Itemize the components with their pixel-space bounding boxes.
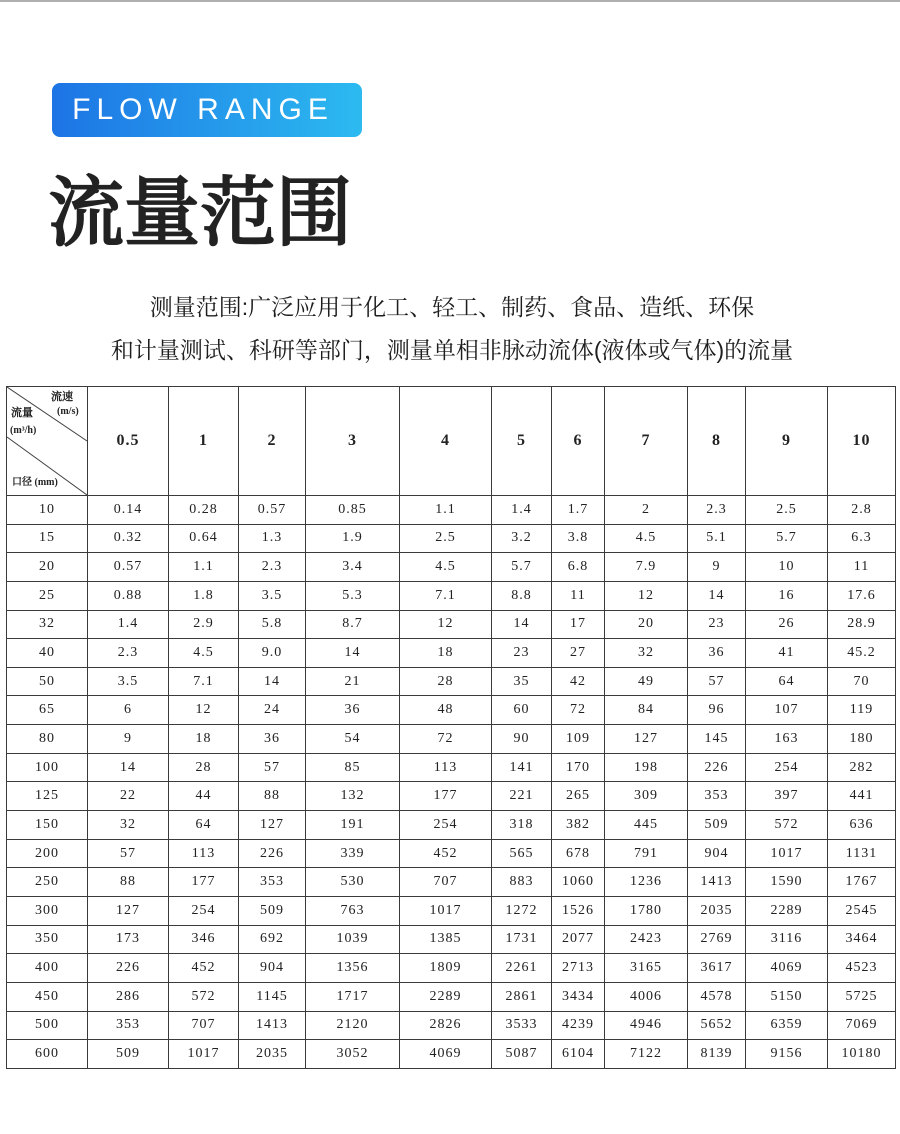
flow-cell: 113 [169, 839, 239, 868]
flow-cell: 2 [605, 496, 688, 525]
flow-cell: 6 [88, 696, 169, 725]
description-line-1: 测量范围:广泛应用于化工、轻工、制药、食品、造纸、环保 [149, 294, 755, 320]
diameter-cell: 100 [7, 753, 88, 782]
table-row [7, 896, 896, 925]
flow-cell: 28.9 [828, 610, 896, 639]
flow-cell: 57 [239, 753, 306, 782]
flow-cell: 11 [552, 581, 605, 610]
flow-cell: 7.1 [400, 581, 492, 610]
description-line-2: 和计量测试、科研等部门，测量单相非脉动流体(液体或气体)的流量 [110, 337, 794, 363]
flow-cell: 127 [605, 725, 688, 754]
table-row [7, 496, 896, 525]
velocity-header-cell: 3 [306, 387, 400, 496]
flow-cell: 64 [746, 667, 828, 696]
flow-cell: 1236 [605, 868, 688, 897]
flow-cell: 119 [828, 696, 896, 725]
diameter-cell: 15 [7, 524, 88, 553]
flow-cell: 5.1 [688, 524, 746, 553]
flow-cell: 4239 [552, 1011, 605, 1040]
flow-cell: 45.2 [828, 639, 896, 668]
flow-cell: 1145 [239, 982, 306, 1011]
flow-cell: 509 [688, 811, 746, 840]
table-row [7, 725, 896, 754]
flow-cell: 2261 [492, 954, 552, 983]
flow-cell: 1017 [169, 1040, 239, 1069]
flow-cell: 127 [239, 811, 306, 840]
flow-cell: 707 [169, 1011, 239, 1040]
flow-cell: 904 [688, 839, 746, 868]
diameter-cell: 10 [7, 496, 88, 525]
table-body [7, 496, 896, 1069]
flow-cell: 72 [552, 696, 605, 725]
flow-cell: 5652 [688, 1011, 746, 1040]
diameter-cell: 32 [7, 610, 88, 639]
flow-cell: 397 [746, 782, 828, 811]
flow-cell: 163 [746, 725, 828, 754]
diameter-cell: 20 [7, 553, 88, 582]
diameter-cell: 150 [7, 811, 88, 840]
flow-cell: 3533 [492, 1011, 552, 1040]
flow-cell: 173 [88, 925, 169, 954]
flow-cell: 1039 [306, 925, 400, 954]
flow-cell: 883 [492, 868, 552, 897]
flow-cell: 2.3 [88, 639, 169, 668]
flow-cell: 441 [828, 782, 896, 811]
flow-cell: 64 [169, 811, 239, 840]
flow-cell: 88 [239, 782, 306, 811]
flow-cell: 2861 [492, 982, 552, 1011]
table-row [7, 839, 896, 868]
flow-cell: 221 [492, 782, 552, 811]
flow-cell: 14 [688, 581, 746, 610]
flow-cell: 339 [306, 839, 400, 868]
flow-cell: 791 [605, 839, 688, 868]
flow-cell: 1.7 [552, 496, 605, 525]
flow-cell: 7.9 [605, 553, 688, 582]
flow-cell: 36 [306, 696, 400, 725]
flow-cell: 509 [88, 1040, 169, 1069]
flow-cell: 445 [605, 811, 688, 840]
flow-cell: 2120 [306, 1011, 400, 1040]
table-row [7, 868, 896, 897]
flow-cell: 127 [88, 896, 169, 925]
flow-cell: 2.5 [400, 524, 492, 553]
flow-cell: 4.5 [169, 639, 239, 668]
diameter-cell: 65 [7, 696, 88, 725]
flow-cell: 572 [169, 982, 239, 1011]
table-row [7, 1040, 896, 1069]
flow-axis-label: 流量 [11, 407, 33, 419]
flow-cell: 17.6 [828, 581, 896, 610]
flow-cell: 0.28 [169, 496, 239, 525]
flow-cell: 2545 [828, 896, 896, 925]
flow-cell: 1.9 [306, 524, 400, 553]
flow-cell: 22 [88, 782, 169, 811]
flow-cell: 3.4 [306, 553, 400, 582]
flow-cell: 42 [552, 667, 605, 696]
flow-cell: 23 [688, 610, 746, 639]
flow-cell: 41 [746, 639, 828, 668]
flow-cell: 346 [169, 925, 239, 954]
flow-cell: 90 [492, 725, 552, 754]
flow-cell: 4578 [688, 982, 746, 1011]
flow-cell: 4006 [605, 982, 688, 1011]
flow-cell: 48 [400, 696, 492, 725]
flow-cell: 36 [688, 639, 746, 668]
flow-cell: 36 [239, 725, 306, 754]
flow-cell: 1526 [552, 896, 605, 925]
flow-cell: 113 [400, 753, 492, 782]
flow-cell: 1731 [492, 925, 552, 954]
flow-cell: 6359 [746, 1011, 828, 1040]
page-title: 流量范围 [48, 171, 352, 256]
table-row [7, 811, 896, 840]
flow-cell: 2035 [239, 1040, 306, 1069]
table-row [7, 954, 896, 983]
flow-cell: 318 [492, 811, 552, 840]
flow-cell: 1272 [492, 896, 552, 925]
flow-cell: 286 [88, 982, 169, 1011]
flow-cell: 70 [828, 667, 896, 696]
velocity-header-cell: 1 [169, 387, 239, 496]
flow-cell: 2.9 [169, 610, 239, 639]
flow-cell: 27 [552, 639, 605, 668]
flow-cell: 3617 [688, 954, 746, 983]
corner-header [7, 387, 87, 495]
table-row [7, 925, 896, 954]
flow-cell: 5.7 [492, 553, 552, 582]
flow-cell: 763 [306, 896, 400, 925]
flow-cell: 12 [400, 610, 492, 639]
flow-cell: 226 [688, 753, 746, 782]
flow-cell: 60 [492, 696, 552, 725]
velocity-header-cell: 0.5 [88, 387, 169, 496]
flow-cell: 254 [169, 896, 239, 925]
flow-cell: 107 [746, 696, 828, 725]
flow-cell: 3.5 [239, 581, 306, 610]
flow-cell: 4.5 [400, 553, 492, 582]
velocity-header-cell: 5 [492, 387, 552, 496]
flow-cell: 57 [688, 667, 746, 696]
flow-cell: 1413 [688, 868, 746, 897]
flow-cell: 28 [400, 667, 492, 696]
flow-cell: 3.5 [88, 667, 169, 696]
flow-cell: 5150 [746, 982, 828, 1011]
diameter-cell: 25 [7, 581, 88, 610]
flow-cell: 4069 [746, 954, 828, 983]
flow-cell: 170 [552, 753, 605, 782]
flow-cell: 8.7 [306, 610, 400, 639]
flow-cell: 1.1 [169, 553, 239, 582]
velocity-header-cell: 8 [688, 387, 746, 496]
flow-cell: 23 [492, 639, 552, 668]
flow-cell: 0.32 [88, 524, 169, 553]
flow-cell: 5.8 [239, 610, 306, 639]
flow-cell: 282 [828, 753, 896, 782]
table-row [7, 782, 896, 811]
flow-cell: 3052 [306, 1040, 400, 1069]
flow-cell: 4069 [400, 1040, 492, 1069]
flow-cell: 254 [400, 811, 492, 840]
flow-cell: 2289 [746, 896, 828, 925]
flow-cell: 26 [746, 610, 828, 639]
flow-cell: 14 [88, 753, 169, 782]
flow-cell: 1.1 [400, 496, 492, 525]
flow-cell: 9 [688, 553, 746, 582]
flow-cell: 2.5 [746, 496, 828, 525]
velocity-header-cell: 4 [400, 387, 492, 496]
flow-cell: 1131 [828, 839, 896, 868]
flow-cell: 18 [169, 725, 239, 754]
flow-cell: 12 [605, 581, 688, 610]
flow-cell: 6.8 [552, 553, 605, 582]
table-row [7, 524, 896, 553]
flow-cell: 84 [605, 696, 688, 725]
flow-cell: 5725 [828, 982, 896, 1011]
flow-cell: 191 [306, 811, 400, 840]
flow-cell: 2.8 [828, 496, 896, 525]
diameter-cell: 450 [7, 982, 88, 1011]
velocity-header-cell: 2 [239, 387, 306, 496]
flow-cell: 1780 [605, 896, 688, 925]
flow-cell: 0.64 [169, 524, 239, 553]
flow-cell: 109 [552, 725, 605, 754]
flow-cell: 35 [492, 667, 552, 696]
table-row [7, 667, 896, 696]
flow-cell: 17 [552, 610, 605, 639]
flow-cell: 9.0 [239, 639, 306, 668]
flow-cell: 1017 [400, 896, 492, 925]
flow-cell: 692 [239, 925, 306, 954]
velocity-unit-label: (m/s) [57, 406, 79, 417]
flow-cell: 72 [400, 725, 492, 754]
flow-cell: 530 [306, 868, 400, 897]
table-row [7, 1011, 896, 1040]
diameter-cell: 200 [7, 839, 88, 868]
flow-cell: 7122 [605, 1040, 688, 1069]
diameter-cell: 50 [7, 667, 88, 696]
flow-cell: 3.8 [552, 524, 605, 553]
flow-cell: 226 [88, 954, 169, 983]
diameter-axis-label: 口径 (mm) [12, 477, 58, 488]
flow-cell: 226 [239, 839, 306, 868]
flow-cell: 1356 [306, 954, 400, 983]
corner-header-cell [7, 387, 88, 496]
diameter-cell: 350 [7, 925, 88, 954]
flow-cell: 1.4 [88, 610, 169, 639]
flow-cell: 7069 [828, 1011, 896, 1040]
flow-cell: 1413 [239, 1011, 306, 1040]
flow-cell: 353 [688, 782, 746, 811]
flow-cell: 145 [688, 725, 746, 754]
flow-cell: 141 [492, 753, 552, 782]
header-row [7, 387, 896, 496]
flow-cell: 180 [828, 725, 896, 754]
flow-cell: 6104 [552, 1040, 605, 1069]
flow-cell: 5.7 [746, 524, 828, 553]
flow-cell: 1385 [400, 925, 492, 954]
flow-cell: 452 [400, 839, 492, 868]
flow-cell: 8.8 [492, 581, 552, 610]
flow-cell: 1767 [828, 868, 896, 897]
flow-cell: 353 [239, 868, 306, 897]
flow-cell: 265 [552, 782, 605, 811]
flow-cell: 32 [605, 639, 688, 668]
table-row [7, 753, 896, 782]
flow-cell: 28 [169, 753, 239, 782]
flow-cell: 353 [88, 1011, 169, 1040]
table-row [7, 553, 896, 582]
flow-cell: 4.5 [605, 524, 688, 553]
diameter-cell: 250 [7, 868, 88, 897]
top-divider [0, 0, 900, 2]
flow-cell: 678 [552, 839, 605, 868]
flow-cell: 57 [88, 839, 169, 868]
flow-cell: 0.88 [88, 581, 169, 610]
flow-cell: 2289 [400, 982, 492, 1011]
flow-cell: 96 [688, 696, 746, 725]
flow-cell: 3.2 [492, 524, 552, 553]
flow-cell: 0.14 [88, 496, 169, 525]
badge-label: FLOW RANGE [72, 93, 334, 126]
flow-cell: 10180 [828, 1040, 896, 1069]
section-badge [52, 83, 362, 137]
flow-cell: 9 [88, 725, 169, 754]
diameter-cell: 300 [7, 896, 88, 925]
flow-cell: 509 [239, 896, 306, 925]
flow-cell: 1060 [552, 868, 605, 897]
diameter-cell: 500 [7, 1011, 88, 1040]
flow-cell: 16 [746, 581, 828, 610]
flow-cell: 1717 [306, 982, 400, 1011]
flow-cell: 382 [552, 811, 605, 840]
flow-cell: 0.57 [88, 553, 169, 582]
flow-cell: 11 [828, 553, 896, 582]
flow-cell: 8139 [688, 1040, 746, 1069]
table-row [7, 696, 896, 725]
flow-cell: 4523 [828, 954, 896, 983]
flow-cell: 565 [492, 839, 552, 868]
flow-cell: 904 [239, 954, 306, 983]
flow-cell: 636 [828, 811, 896, 840]
flow-cell: 309 [605, 782, 688, 811]
flow-cell: 2.3 [239, 553, 306, 582]
flow-cell: 2077 [552, 925, 605, 954]
flow-cell: 21 [306, 667, 400, 696]
table-row [7, 639, 896, 668]
velocity-header-cell: 10 [828, 387, 896, 496]
flow-cell: 10 [746, 553, 828, 582]
flow-cell: 14 [492, 610, 552, 639]
table-row [7, 581, 896, 610]
flow-cell: 18 [400, 639, 492, 668]
flow-cell: 452 [169, 954, 239, 983]
flow-cell: 14 [239, 667, 306, 696]
flow-cell: 12 [169, 696, 239, 725]
velocity-header-cell: 6 [552, 387, 605, 496]
flow-cell: 2.3 [688, 496, 746, 525]
flow-cell: 24 [239, 696, 306, 725]
flow-cell: 5087 [492, 1040, 552, 1069]
flow-cell: 1.8 [169, 581, 239, 610]
flow-cell: 0.57 [239, 496, 306, 525]
velocity-header-cell: 9 [746, 387, 828, 496]
flow-cell: 44 [169, 782, 239, 811]
flow-cell: 85 [306, 753, 400, 782]
flow-cell: 1.3 [239, 524, 306, 553]
flow-cell: 198 [605, 753, 688, 782]
flow-cell: 54 [306, 725, 400, 754]
velocity-axis-label: 流速 [51, 391, 73, 403]
flow-cell: 3464 [828, 925, 896, 954]
flow-unit-label: (m³/h) [10, 425, 37, 436]
diameter-cell: 40 [7, 639, 88, 668]
flow-cell: 0.85 [306, 496, 400, 525]
flow-cell: 1.4 [492, 496, 552, 525]
flow-cell: 2423 [605, 925, 688, 954]
flow-cell: 3165 [605, 954, 688, 983]
diameter-cell: 80 [7, 725, 88, 754]
table-row [7, 982, 896, 1011]
flow-cell: 572 [746, 811, 828, 840]
flow-cell: 2713 [552, 954, 605, 983]
flow-cell: 177 [169, 868, 239, 897]
flow-cell: 1809 [400, 954, 492, 983]
flow-cell: 254 [746, 753, 828, 782]
diameter-cell: 400 [7, 954, 88, 983]
flow-cell: 4946 [605, 1011, 688, 1040]
flow-cell: 2035 [688, 896, 746, 925]
flow-cell: 2769 [688, 925, 746, 954]
flow-cell: 6.3 [828, 524, 896, 553]
flow-cell: 132 [306, 782, 400, 811]
flow-cell: 7.1 [169, 667, 239, 696]
flow-cell: 2826 [400, 1011, 492, 1040]
diameter-cell: 600 [7, 1040, 88, 1069]
flow-cell: 32 [88, 811, 169, 840]
diameter-cell: 125 [7, 782, 88, 811]
flow-cell: 177 [400, 782, 492, 811]
flow-cell: 5.3 [306, 581, 400, 610]
flow-cell: 9156 [746, 1040, 828, 1069]
flow-cell: 1017 [746, 839, 828, 868]
flow-cell: 3116 [746, 925, 828, 954]
flow-cell: 20 [605, 610, 688, 639]
flow-cell: 49 [605, 667, 688, 696]
flow-cell: 3434 [552, 982, 605, 1011]
flow-cell: 88 [88, 868, 169, 897]
flow-cell: 1590 [746, 868, 828, 897]
velocity-header-cell: 7 [605, 387, 688, 496]
flow-cell: 14 [306, 639, 400, 668]
flow-range-table [6, 386, 896, 1069]
flow-cell: 707 [400, 868, 492, 897]
table-row [7, 610, 896, 639]
